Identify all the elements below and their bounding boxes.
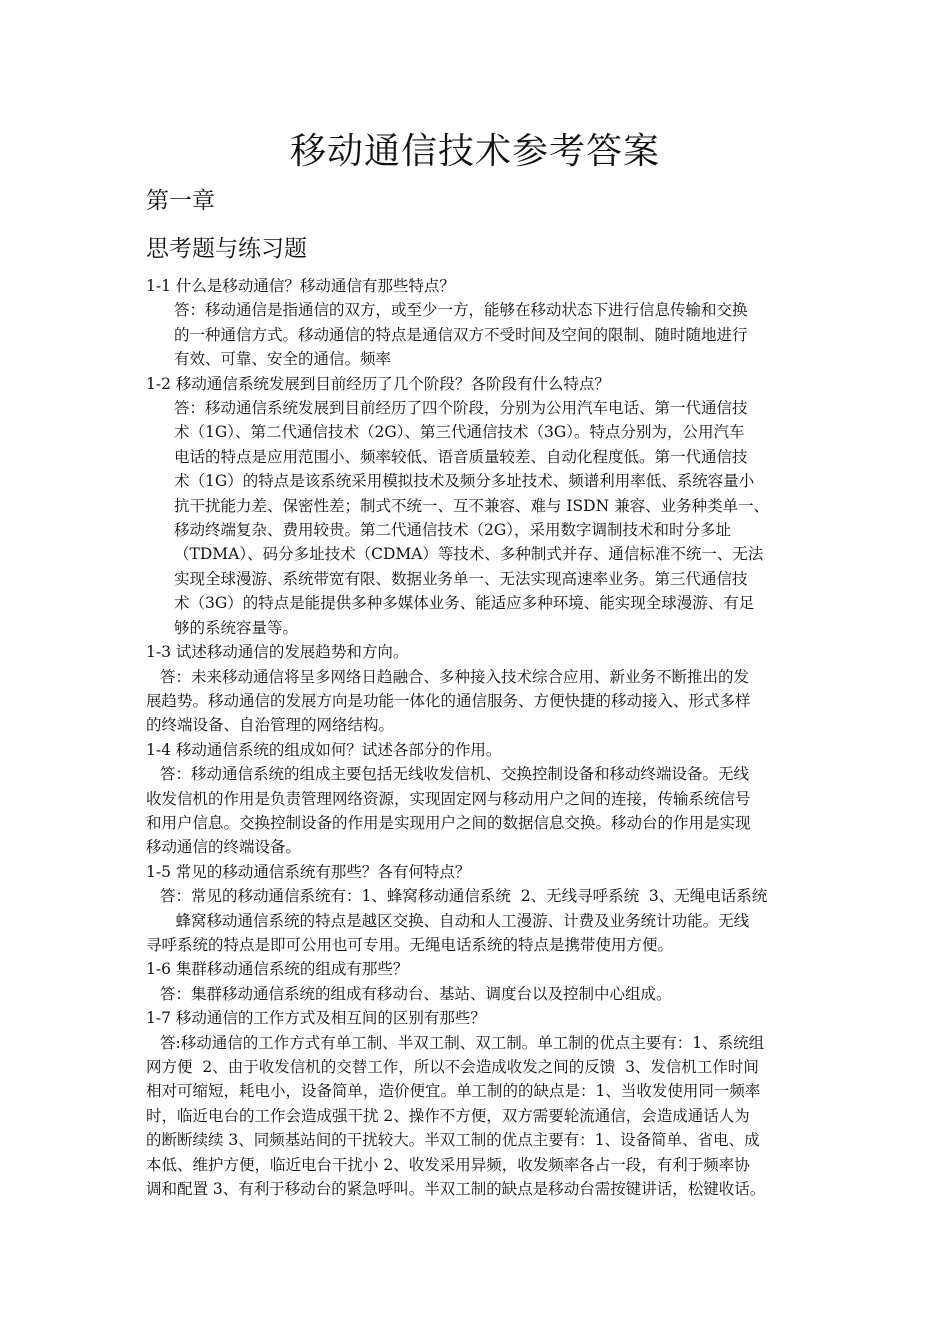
answer-1-7 <box>146 1031 816 1202</box>
question-1-4: 1-4 移动通信系统的组成如何？试述各部分的作用。 <box>146 740 502 759</box>
answer-line: 的一种通信方式。移动通信的特点是通信双方不受时间及空间的限制、随时随地进行 <box>174 325 748 344</box>
answer-1-1 <box>146 298 816 371</box>
answer-1-5 <box>146 884 816 957</box>
answer-line: 答：未来移动通信将呈多网络日趋融合、多种接入技术综合应用、新业务不断推出的发 <box>160 667 750 686</box>
answer-1-2 <box>146 396 816 640</box>
section-heading: 思考题与练习题 <box>146 236 307 262</box>
answer-line: 和用户信息。交换控制设备的作用是实现用户之间的数据信息交换。移动台的作用是实现 <box>146 813 751 832</box>
answer-line: 相对可缩短，耗电小，设备简单，造价便宜。单工制的的缺点是：1、当收发使用同一频率 <box>146 1082 761 1101</box>
answer-line: 实现全球漫游、系统带宽有限、数据业务单一、无法实现高速率业务。第三代通信技 <box>174 569 748 588</box>
answer-line: 电话的特点是应用范围小、频率较低、语音质量较差、自动化程度低。第一代通信技 <box>174 447 748 466</box>
question-1-5: 1-5 常见的移动通信系统有那些？各有何特点？ <box>146 862 471 881</box>
answer-line: 时，临近电台的工作会造成强干扰 2、操作不方便，双方需要轮流通信，会造成通话人为 <box>146 1106 750 1125</box>
answer-line: 答：常见的移动通信系统有：1、蜂窝移动通信系统 2、无线寻呼系统 3、无绳电话系统 <box>160 887 768 906</box>
answer-line: 术（3G）的特点是能提供多种多媒体业务、能适应多种环境、能实现全球漫游、有足 <box>174 594 755 613</box>
answer-1-3 <box>146 665 816 738</box>
answer-line: 术（1G）的特点是该系统采用模拟技术及频分多址技术、频谱利用率低、系统容量小 <box>174 472 755 491</box>
answer-line: 术（1G）、第二代通信技术（2G）、第三代通信技术（3G）。特点分别为，公用汽车 <box>174 423 745 442</box>
qa-body <box>146 274 816 1201</box>
question-1-2: 1-2 移动通信系统发展到目前经历了几个阶段？各阶段有什么特点？ <box>146 374 610 393</box>
answer-line: 移动终端复杂、费用较贵。第二代通信技术（2G），采用数字调制技术和时分多址 <box>174 521 731 540</box>
document-title: 移动通信技术参考答案 <box>289 131 660 172</box>
answer-line: 答：移动通信系统发展到目前经历了四个阶段，分别为公用汽车电话、第一代通信技 <box>174 399 748 418</box>
question-1-7: 1-7 移动通信的工作方式及相互间的区别有那些？ <box>146 1009 486 1028</box>
question-1-1: 1-1 什么是移动通信？移动通信有那些特点？ <box>146 277 455 295</box>
answer-line: 答：移动通信系统的组成主要包括无线收发信机、交换控制设备和移动终端设备。无线 <box>160 765 750 784</box>
answer-1-6 <box>146 982 816 1006</box>
answer-line: （TDMA）、码分多址技术（CDMA）等技术、多种制式并存、通信标准不统一、无法 <box>174 545 764 564</box>
answer-line: 调和配置 3、有利于移动台的紧急呼叫。半双工制的缺点是移动台需按键讲话，松键收话。 <box>146 1180 766 1199</box>
answer-line: 寻呼系统的特点是即可公用也可专用。无绳电话系统的特点是携带使用方便。 <box>146 935 674 954</box>
answer-line: 本低、维护方便，临近电台干扰小 2、收发采用异频，收发频率各占一段，有利于频率协 <box>146 1155 750 1174</box>
answer-line: 抗干扰能力差、保密性差；制式不统一、互不兼容、难与 ISDN 兼容、业务种类单一、 <box>174 496 770 515</box>
answer-line: 有效、可靠、安全的通信。频率 <box>174 350 392 369</box>
question-1-6: 1-6 集群移动通信系统的组成有那些？ <box>146 960 409 979</box>
answer-line: 的终端设备、自治管理的网络结构。 <box>146 716 395 735</box>
answer-1-4 <box>146 762 816 860</box>
answer-line: 移动通信的终端设备。 <box>146 838 302 857</box>
answer-line: 展趋势。移动通信的发展方向是功能一体化的通信服务、方便快捷的移动接入、形式多样 <box>146 691 751 710</box>
answer-line: 蜂窝移动通信系统的特点是越区交换、自动和人工漫游、计费及业务统计功能。无线 <box>146 911 750 930</box>
question-1-3: 1-3 试述移动通信的发展趋势和方向。 <box>146 643 409 662</box>
answer-line: 的断断续续 3、同频基站间的干扰较大。半双工制的优点主要有：1、设备简单、省电、成 <box>146 1131 760 1150</box>
answer-line: 答：集群移动通信系统的组成有移动台、基站、调度台以及控制中心组成。 <box>160 984 672 1003</box>
answer-line: 答：移动通信是指通信的双方，或至少一方，能够在移动状态下进行信息传输和交换 <box>174 301 748 320</box>
answer-line: 答:移动通信的工作方式有单工制、半双工制、双工制。单工制的优点主要有：1、系统组 <box>160 1033 765 1052</box>
answer-line: 够的系统容量等。 <box>174 618 299 637</box>
answer-line: 网方便 2、由于收发信机的交替工作，所以不会造成收发之间的反馈 3、发信机工作时间 <box>146 1058 759 1076</box>
chapter-heading: 第一章 <box>146 188 215 214</box>
answer-line: 收发信机的作用是负责管理网络资源，实现固定网与移动用户之间的连接，传输系统信号 <box>146 789 751 808</box>
